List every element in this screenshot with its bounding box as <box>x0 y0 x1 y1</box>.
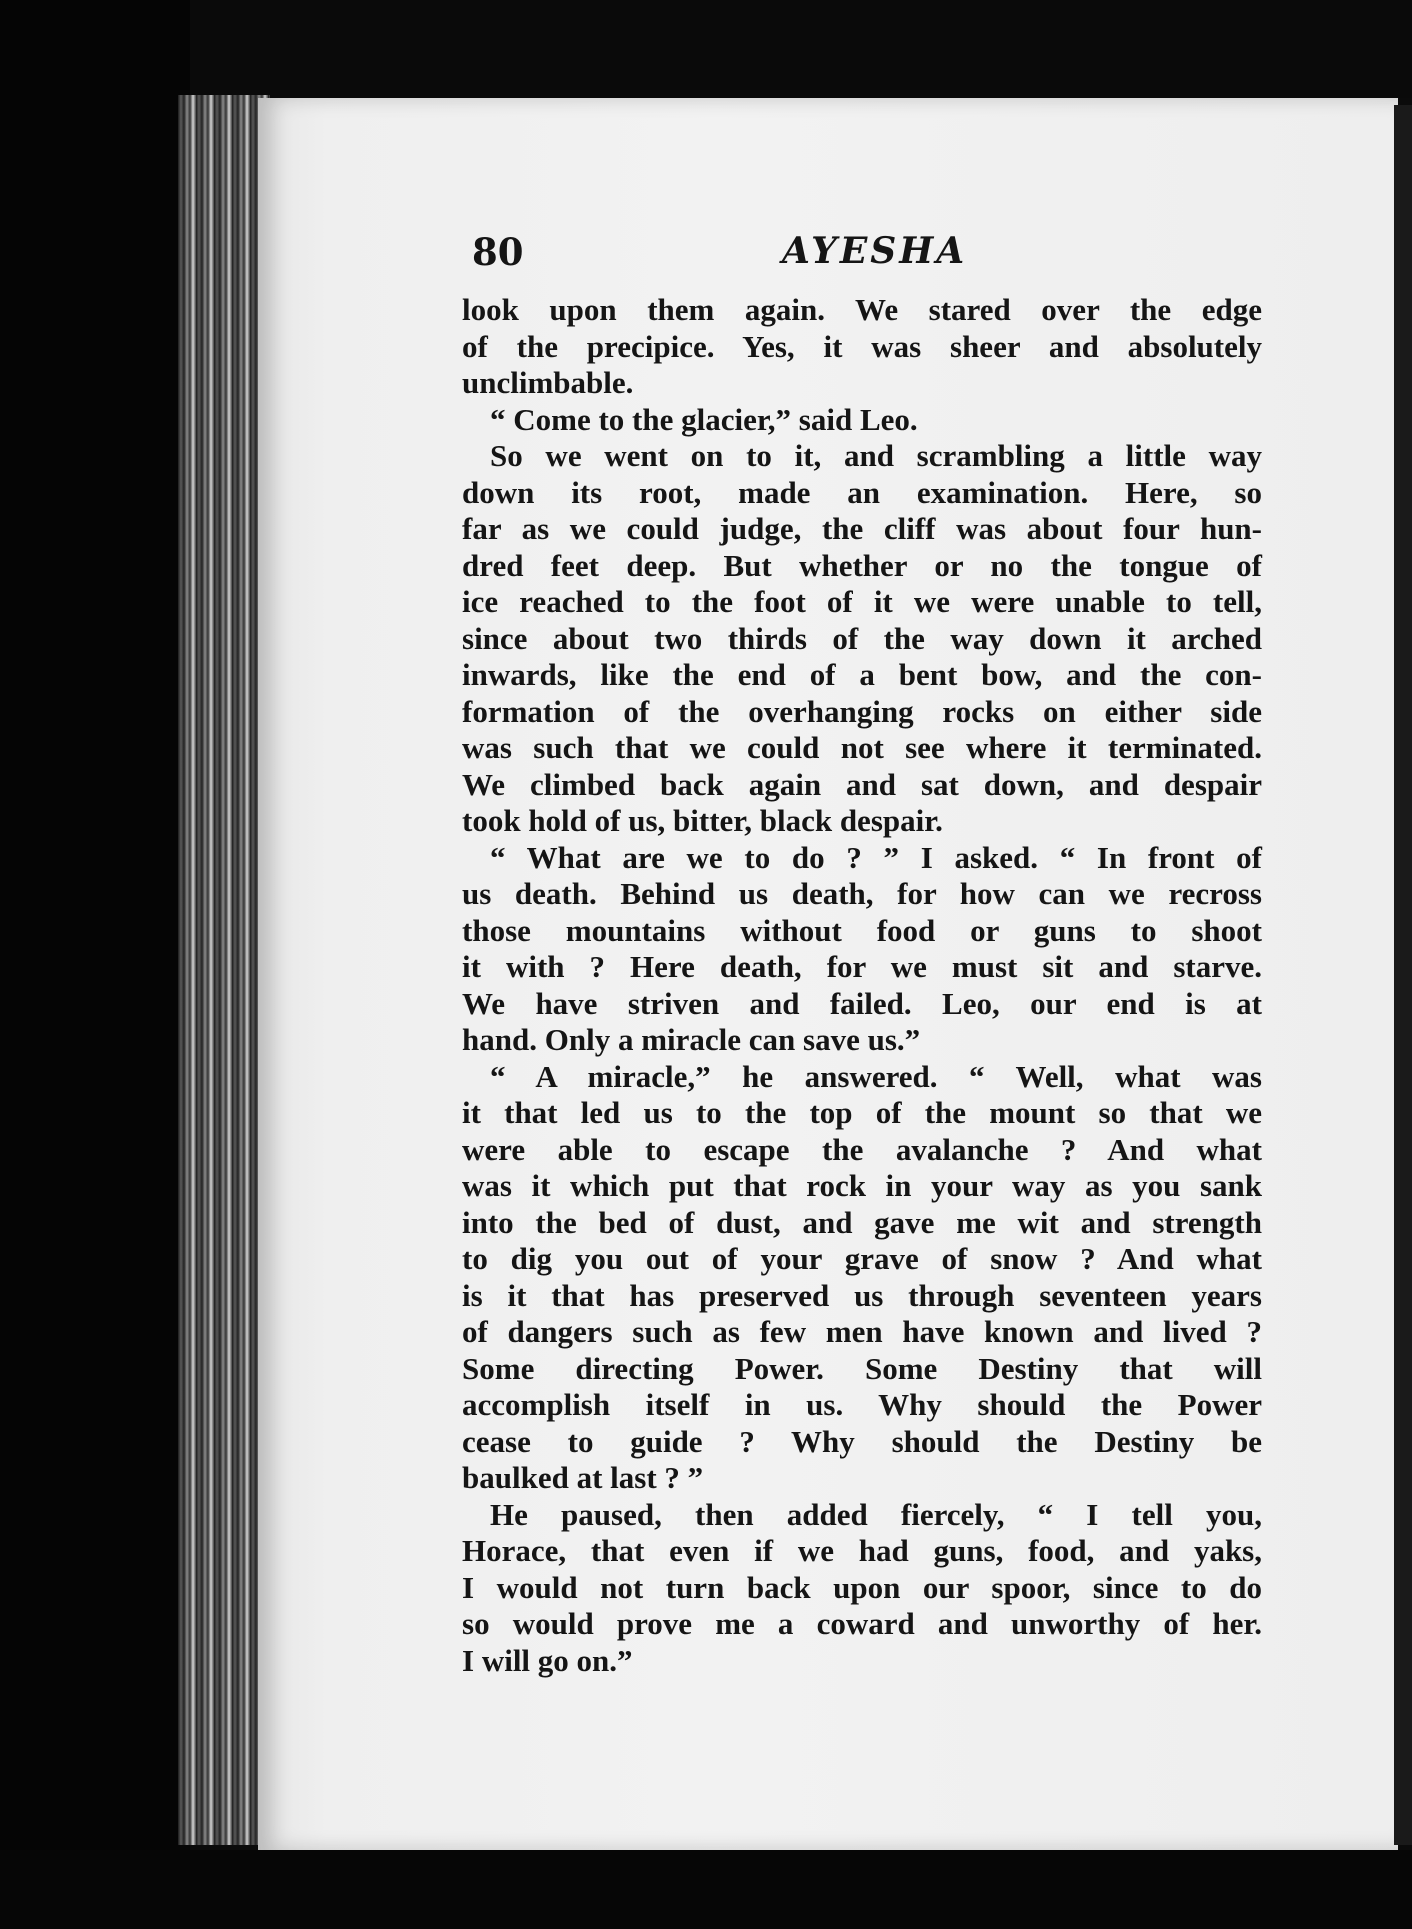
text-line: “ What are we to do ? ” I asked. “ In front of <box>490 839 1262 875</box>
text-line: baulked at last ? ” <box>462 1460 704 1495</box>
text-line: into the bed of dust, and gave me wit and strength <box>462 1204 1262 1240</box>
text-line: inwards, like the end of a bent bow, and the con- <box>462 657 1262 692</box>
text-line: ice reached to the foot of it we were unable to tell, <box>462 584 1262 619</box>
scan-background-top <box>190 0 1412 98</box>
text-line: us death. Behind us death, for how can we recross <box>462 876 1262 911</box>
text-line: was such that we could not see where it terminated. <box>462 730 1262 765</box>
book-spine <box>178 95 270 1845</box>
text-line: down its root, made an examination. Here, so <box>462 474 1262 510</box>
text-line: We have striven and failed. Leo, our end is at <box>462 985 1262 1021</box>
text-line: He paused, then added fiercely, “ I tell you, <box>490 1496 1262 1532</box>
text-line: I will go on.” <box>462 1642 633 1678</box>
text-line: “ Come to the glacier,” said Leo. <box>490 401 918 437</box>
scan-background-left <box>0 0 190 1929</box>
text-line: since about two thirds of the way down it arched <box>462 620 1262 656</box>
text-line: was it which put that rock in your way as you sank <box>462 1168 1262 1203</box>
text-line: is it that has preserved us through seventeen years <box>462 1277 1262 1313</box>
text-line: it that led us to the top of the mount so that we <box>462 1095 1262 1130</box>
text-line: I would not turn back upon our spoor, since to do <box>462 1569 1262 1605</box>
text-line: We climbed back again and sat down, and despair <box>462 766 1262 802</box>
page-number: 80 <box>472 230 524 274</box>
text-line: were able to escape the avalanche ? And what <box>462 1131 1262 1167</box>
text-line: look upon them again. We stared over the edge <box>462 292 1262 327</box>
text-line: So we went on to it, and scrambling a little way <box>490 438 1262 473</box>
text-line: hand. Only a miracle can save us.” <box>462 1022 921 1057</box>
text-line: so would prove me a coward and unworthy of her. <box>462 1606 1262 1641</box>
text-line: of the precipice. Yes, it was sheer and absolutely <box>462 328 1262 364</box>
text-line: unclimbable. <box>462 365 634 400</box>
text-line: dred feet deep. But whether or no the tongue of <box>462 547 1262 583</box>
body-text <box>462 292 1262 1679</box>
text-line: took hold of us, bitter, black despair. <box>462 803 943 838</box>
text-line: cease to guide ? Why should the Destiny be <box>462 1423 1262 1459</box>
text-line: far as we could judge, the cliff was about four hun- <box>462 511 1262 546</box>
text-line: Some directing Power. Some Destiny that will <box>462 1350 1262 1386</box>
text-line: of dangers such as few men have known and lived ? <box>462 1314 1262 1349</box>
text-line: to dig you out of your grave of snow ? And what <box>462 1241 1262 1276</box>
page-header <box>472 230 1272 280</box>
text-line: formation of the overhanging rocks on either side <box>462 693 1262 729</box>
page-edge-right <box>1394 105 1412 1845</box>
running-title: AYESHA <box>782 230 968 272</box>
text-line: accomplish itself in us. Why should the Power <box>462 1387 1262 1422</box>
text-line: Horace, that even if we had guns, food, and yaks, <box>462 1533 1262 1568</box>
scan-background-bottom <box>0 1850 1412 1929</box>
text-line: “ A miracle,” he answered. “ Well, what was <box>490 1058 1262 1094</box>
text-line: it with ? Here death, for we must sit and starve. <box>462 949 1262 984</box>
text-line: those mountains without food or guns to shoot <box>462 912 1262 948</box>
